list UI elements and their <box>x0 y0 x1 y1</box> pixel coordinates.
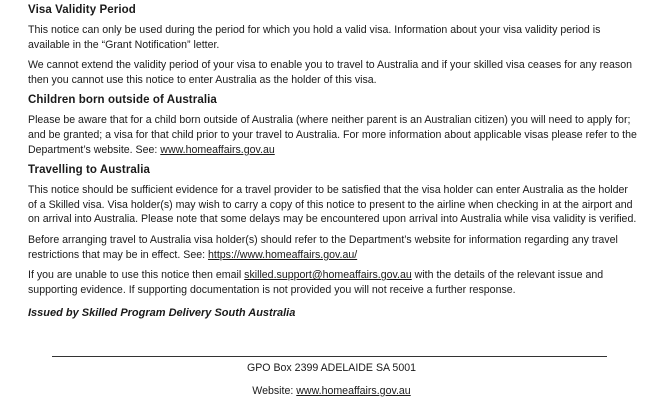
travelling-paragraph-1: This notice should be sufficient evidence for a travel provider to be satisfied that the visa holder can enter Australia as the holder of a Skilled visa. Visa holder(s) may wish to carry a copy of this notice to present to the airline when checking in at the airport and on arrival into Australia. Please note that some delays may be encountered upon arrival into Australia while visa validity is verified. <box>28 184 637 226</box>
travelling-paragraph-3-text-a: If you are unable to use this notice then email <box>28 269 245 282</box>
footer-divider <box>52 356 607 357</box>
travelling-paragraph-2 <box>28 233 639 262</box>
children-heading: Children born outside of Australia <box>28 94 217 107</box>
travelling-heading: Travelling to Australia <box>28 164 151 177</box>
travelling-paragraph-3 <box>28 268 639 297</box>
travelling-paragraph-3-text-b: with the details of the relevant issue and supporting evidence. If supporting documentation is not provided you will not receive a further response. <box>28 269 604 296</box>
issued-by: Issued by Skilled Program Delivery South Australia <box>28 307 296 320</box>
children-paragraph-text: Please be aware that for a child born outside of Australia (where neither parent is an Australian citizen) you will need to apply for; and be granted; a visa for that child prior to your travel to Australia. For more information about applicable visas please refer to the Department’s website. See: <box>28 114 637 156</box>
support-email-link[interactable]: skilled.support@homeaffairs.gov.au <box>244 269 412 282</box>
footer-address: GPO Box 2399 ADELAIDE SA 5001 <box>246 362 416 374</box>
children-paragraph <box>28 113 639 157</box>
visa-validity-paragraph-2: We cannot extend the validity period of your visa to enable you to travel to Australia and if your skilled visa ceases for any reason then you cannot use this notice to enter Australia as the holder of this visa. <box>28 59 632 86</box>
footer-website-label: Website: <box>252 385 297 397</box>
homeaffairs-https-link[interactable]: https://www.homeaffairs.gov.au/ <box>208 248 358 261</box>
footer-website-link[interactable]: www.homeaffairs.gov.au <box>296 385 411 397</box>
footer-website <box>0 385 663 397</box>
visa-validity-heading: Visa Validity Period <box>28 4 136 16</box>
homeaffairs-link[interactable]: www.homeaffairs.gov.au <box>160 143 275 156</box>
visa-validity-paragraph-1: This notice can only be used during the period for which you hold a valid visa. Information about your visa validity period is available in the “Grant Notification” letter. <box>28 24 601 51</box>
travelling-paragraph-2-text: Before arranging travel to Australia visa holder(s) should refer to the Department’s website for information regarding any travel restrictions that may be in effect. See: <box>28 233 618 261</box>
